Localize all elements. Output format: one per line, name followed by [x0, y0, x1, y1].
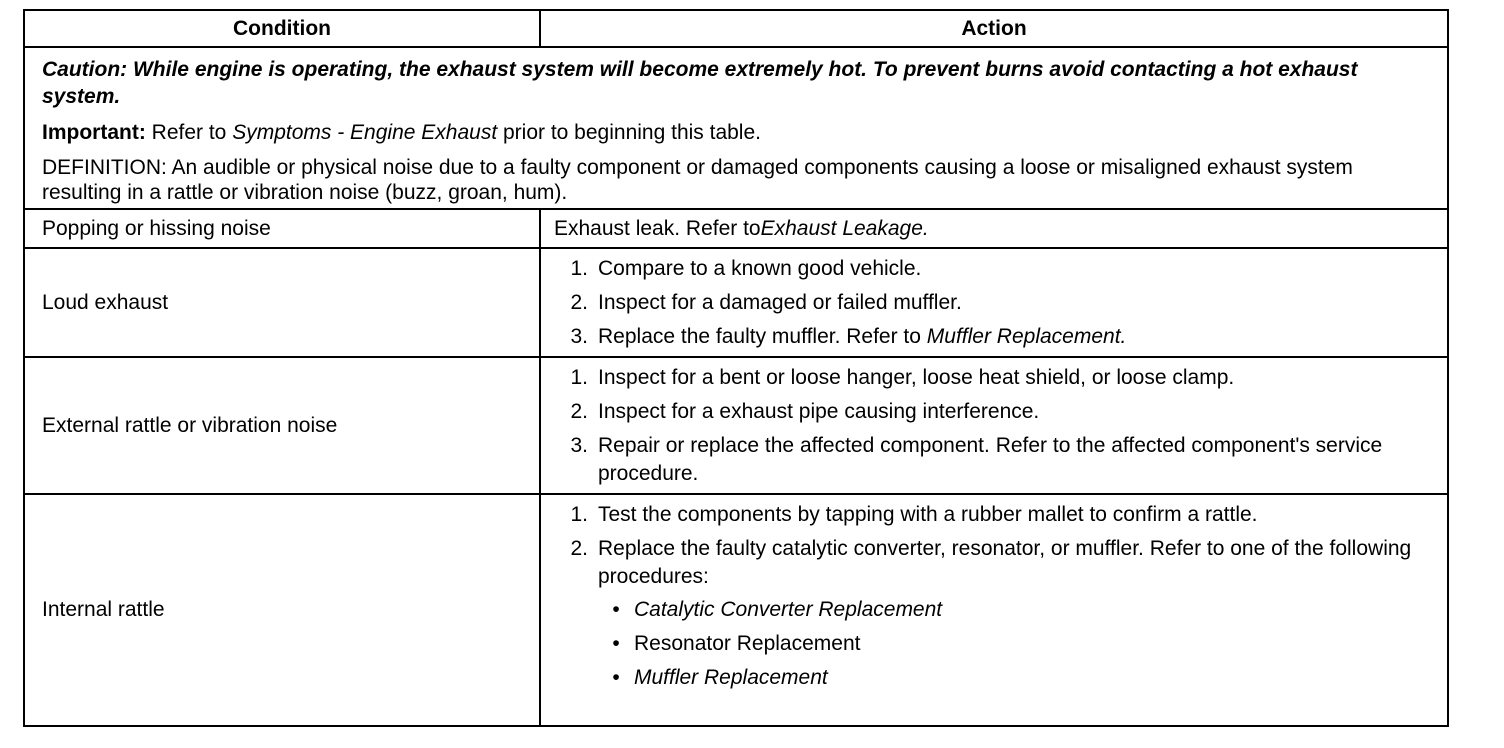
step-text: Compare to a known good vehicle. [598, 257, 922, 280]
table-row [25, 493, 1447, 725]
action-cell [541, 210, 1447, 247]
list-item [554, 432, 1447, 488]
list-item [554, 398, 1447, 426]
action-cell [541, 358, 1447, 493]
list-item [554, 501, 1447, 529]
notes-row [25, 46, 1447, 208]
bullet-icon: • [612, 666, 620, 689]
step-number: 3. [570, 434, 588, 457]
step-text [598, 323, 1447, 351]
definition-note: DEFINITION: An audible or physical noise due to a faulty component or damaged components causing a loose or misaligned exhaust system resulting in a rattle or vibration noise (buzz, groan, hum). [42, 156, 1353, 204]
action-ref: Exhaust Leakage. [760, 216, 929, 240]
condition-cell: Loud exhaust [25, 249, 541, 356]
procedure-text: Catalytic Converter Replacement [634, 598, 943, 621]
action-cell [541, 249, 1447, 356]
diagnostic-table [23, 9, 1449, 727]
step-number: 3. [570, 325, 588, 348]
important-post: prior to beginning this table. [497, 121, 761, 144]
step-number: 1. [570, 366, 588, 389]
important-label: Important: [42, 121, 146, 144]
table-header [25, 11, 1447, 46]
procedure-item [598, 629, 1447, 658]
step-number: 1. [570, 257, 588, 280]
caution-note: Caution: While engine is operating, the exhaust system will become extremely hot. To prevent burns avoid contacting a hot exhaust system. [42, 58, 1358, 108]
header-condition: Condition [25, 11, 541, 46]
important-note [42, 120, 1430, 145]
list-item [554, 535, 1447, 697]
procedure-item [598, 595, 1447, 624]
important-ref: Symptoms - Engine Exhaust [232, 121, 498, 144]
step-number: 2. [570, 400, 588, 423]
step-number: 2. [570, 291, 588, 314]
list-item [554, 364, 1447, 392]
condition-cell: Popping or hissing noise [25, 210, 541, 247]
table-row [25, 208, 1447, 247]
procedure-text: Resonator Replacement [634, 632, 861, 655]
step-number: 2. [570, 537, 588, 560]
step-text-body: Replace the faulty muffler. Refer to [598, 325, 927, 348]
header-action: Action [961, 16, 1027, 40]
bullet-icon: • [612, 598, 620, 621]
step-text: Inspect for a exhaust pipe causing interference. [598, 400, 1040, 423]
action-text: Exhaust leak. Refer to [554, 216, 761, 240]
procedure-text: Muffler Replacement [634, 666, 828, 689]
action-cell [541, 495, 1447, 725]
bullet-icon: • [612, 632, 620, 655]
condition-cell: External rattle or vibration noise [25, 358, 541, 493]
step-text-body: Replace the faulty catalytic converter, resonator, or muffler. Refer to one of the following procedures: [598, 537, 1412, 588]
table-row [25, 247, 1447, 356]
important-pre: Refer to [145, 121, 233, 144]
step-text: Test the components by tapping with a rubber mallet to confirm a rattle. [598, 503, 1258, 526]
condition-cell: Internal rattle [25, 495, 541, 725]
step-text: Repair or replace the affected component. Refer to the affected component's service procedure. [598, 434, 1383, 485]
list-item [554, 289, 1447, 317]
step-text: Inspect for a bent or loose hanger, loose heat shield, or loose clamp. [598, 366, 1235, 389]
step-text: Inspect for a damaged or failed muffler. [598, 291, 962, 314]
step-number: 1. [570, 503, 588, 526]
table-row [25, 356, 1447, 493]
procedure-item [598, 663, 1447, 692]
list-item [554, 323, 1447, 351]
list-item [554, 255, 1447, 283]
step-text [598, 535, 1447, 697]
step-ref: Muffler Replacement. [926, 325, 1127, 348]
